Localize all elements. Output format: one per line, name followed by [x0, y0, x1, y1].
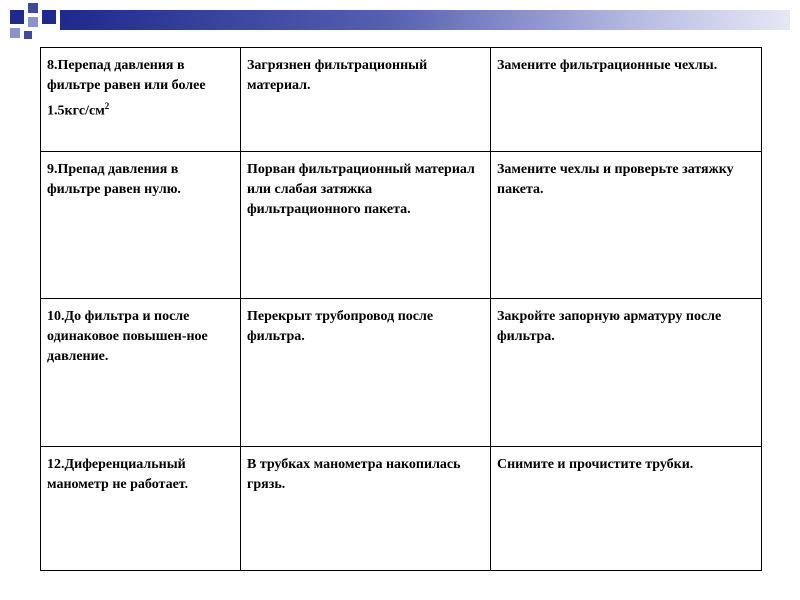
remedy-cell: [491, 446, 762, 570]
problem-text: 8.Перепад давления в фильтре равен или более 1.5кгс/см: [47, 58, 206, 119]
header-gradient-bar: [60, 10, 790, 30]
remedy-cell: [491, 48, 762, 152]
remedy-cell: [491, 299, 762, 446]
decor-square: [10, 28, 20, 38]
superscript: 2: [104, 101, 110, 111]
cause-cell: [241, 446, 491, 570]
cause-text: Порван фильтрационный материал или слабая затяжка фильтрационного пакета.: [247, 162, 475, 218]
cause-text: В трубках манометра накопилась грязь.: [247, 456, 461, 492]
problem-text: 10.До фильтра и после одинаковое повышен-ное давление.: [47, 309, 208, 365]
remedy-text: Закройте запорную арматуру после фильтра.: [497, 309, 722, 345]
problem-text: 12.Диференциальный манометр не работает.: [47, 456, 189, 492]
remedy-cell: [491, 152, 762, 299]
decor-square: [42, 10, 56, 24]
decor-square: [10, 10, 24, 24]
decor-square: [28, 3, 38, 13]
cause-cell: [241, 299, 491, 446]
remedy-text: Снимите и прочистите трубки.: [497, 456, 694, 472]
remedy-text: Замените фильтрационные чехлы.: [497, 58, 718, 73]
table-row: [41, 48, 762, 152]
table-row: [41, 446, 762, 570]
table-row: [41, 299, 762, 446]
decor-square: [28, 17, 38, 27]
decor-square: [24, 31, 32, 39]
cause-text: Перекрыт трубопровод после фильтра.: [247, 309, 434, 345]
cause-text: Загрязнен фильтрационный материал.: [247, 58, 428, 93]
problem-cell: [41, 48, 241, 152]
problem-cell: [41, 152, 241, 299]
troubleshooting-table: [40, 47, 762, 571]
cause-cell: [241, 152, 491, 299]
problem-cell: [41, 446, 241, 570]
cause-cell: [241, 48, 491, 152]
table-row: [41, 152, 762, 299]
problem-cell: [41, 299, 241, 446]
remedy-text: Замените чехлы и проверьте затяжку пакета.: [497, 162, 734, 198]
problem-text: 9.Препад давления в фильтре равен нулю.: [47, 162, 181, 198]
